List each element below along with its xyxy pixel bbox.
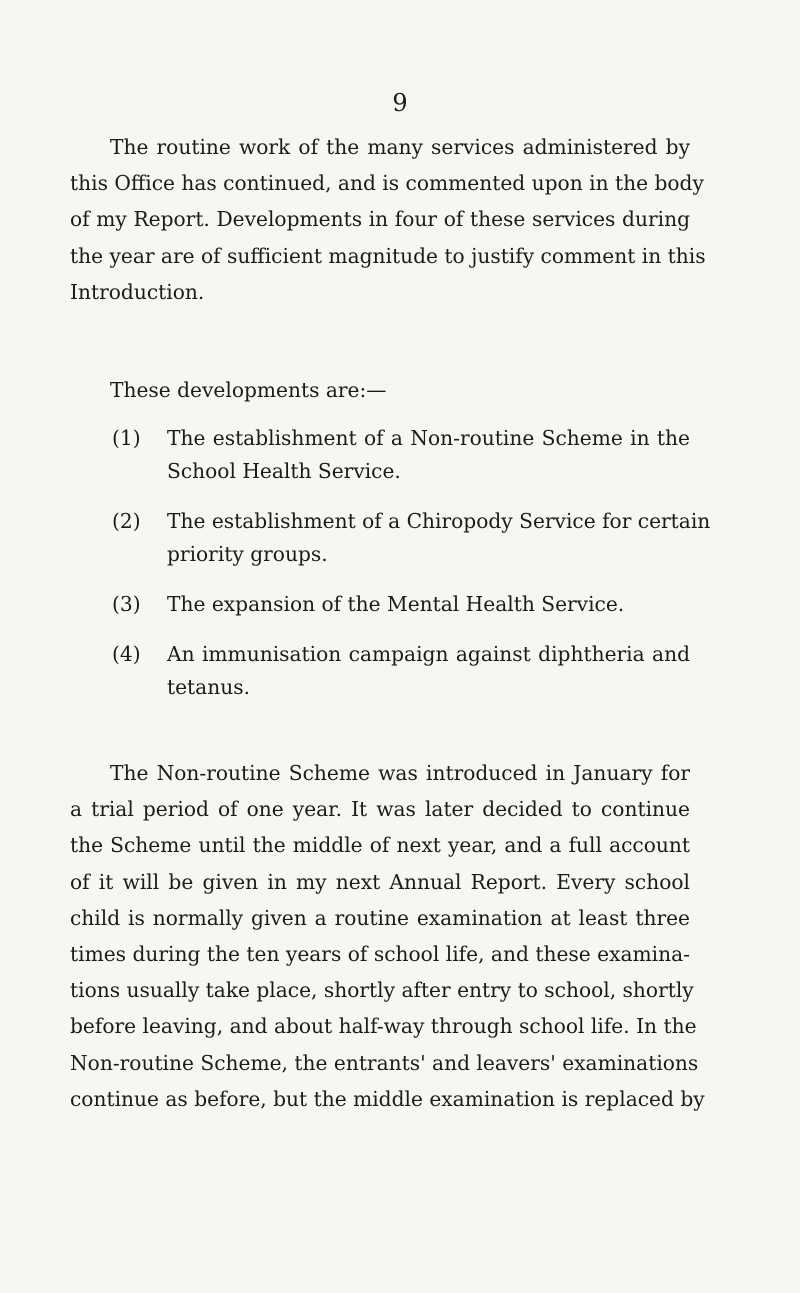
- nonroutine-paragraph: [70, 755, 705, 1117]
- list-item-number: (2): [112, 509, 141, 533]
- list-item: [112, 422, 690, 488]
- nonroutine-line: child is normally given a routine examination at least three: [70, 905, 690, 930]
- intro-line: this Office has continued, and is commented upon in the body: [70, 171, 704, 196]
- intro-line: of my Report. Developments in four of these services during: [70, 207, 690, 232]
- list-item-line: tetanus.: [167, 675, 250, 699]
- list-item-line: priority groups.: [167, 542, 328, 566]
- list-item-line: The expansion of the Mental Health Service.: [167, 592, 625, 616]
- nonroutine-line: tions usually take place, shortly after entry to school, shortly: [70, 978, 694, 1003]
- developments-list: [112, 422, 711, 721]
- developments-intro: [70, 372, 690, 408]
- list-item: [112, 588, 690, 621]
- list-item-number: (1): [112, 426, 141, 450]
- list-item-number: (4): [112, 642, 141, 666]
- list-item-line: School Health Service.: [167, 459, 401, 483]
- nonroutine-line: of it will be given in my next Annual Report. Every school: [70, 869, 690, 894]
- developments-intro-text: These developments are:—: [110, 378, 387, 402]
- intro-paragraph: [70, 129, 706, 310]
- nonroutine-line: continue as before, but the middle examination is replaced by: [70, 1086, 705, 1111]
- list-item-line: The establishment of a Non-routine Scheme in the: [167, 426, 690, 450]
- intro-line: Introduction.: [70, 279, 205, 304]
- list-item-number: (3): [112, 592, 141, 616]
- intro-line: the year are of sufficient magnitude to justify comment in this: [70, 243, 706, 268]
- list-item-line: The establishment of a Chiropody Service for certain: [167, 509, 711, 533]
- nonroutine-line: a trial period of one year. It was later decided to continue: [70, 797, 690, 822]
- nonroutine-line: Non-routine Scheme, the entrants' and leavers' examinations: [70, 1050, 699, 1075]
- list-item: [112, 505, 711, 571]
- nonroutine-line: The Non-routine Scheme was introduced in January for: [110, 761, 690, 785]
- intro-line: The routine work of the many services administered by: [110, 135, 690, 159]
- page-number: 9: [392, 89, 408, 117]
- nonroutine-line: the Scheme until the middle of next year, and a full account: [70, 833, 690, 858]
- nonroutine-line: before leaving, and about half-way through school life. In the: [70, 1014, 697, 1039]
- nonroutine-line: times during the ten years of school life, and these examina-: [70, 942, 690, 967]
- list-item-line: An immunisation campaign against diphtheria and: [167, 642, 690, 666]
- list-item: [112, 638, 690, 704]
